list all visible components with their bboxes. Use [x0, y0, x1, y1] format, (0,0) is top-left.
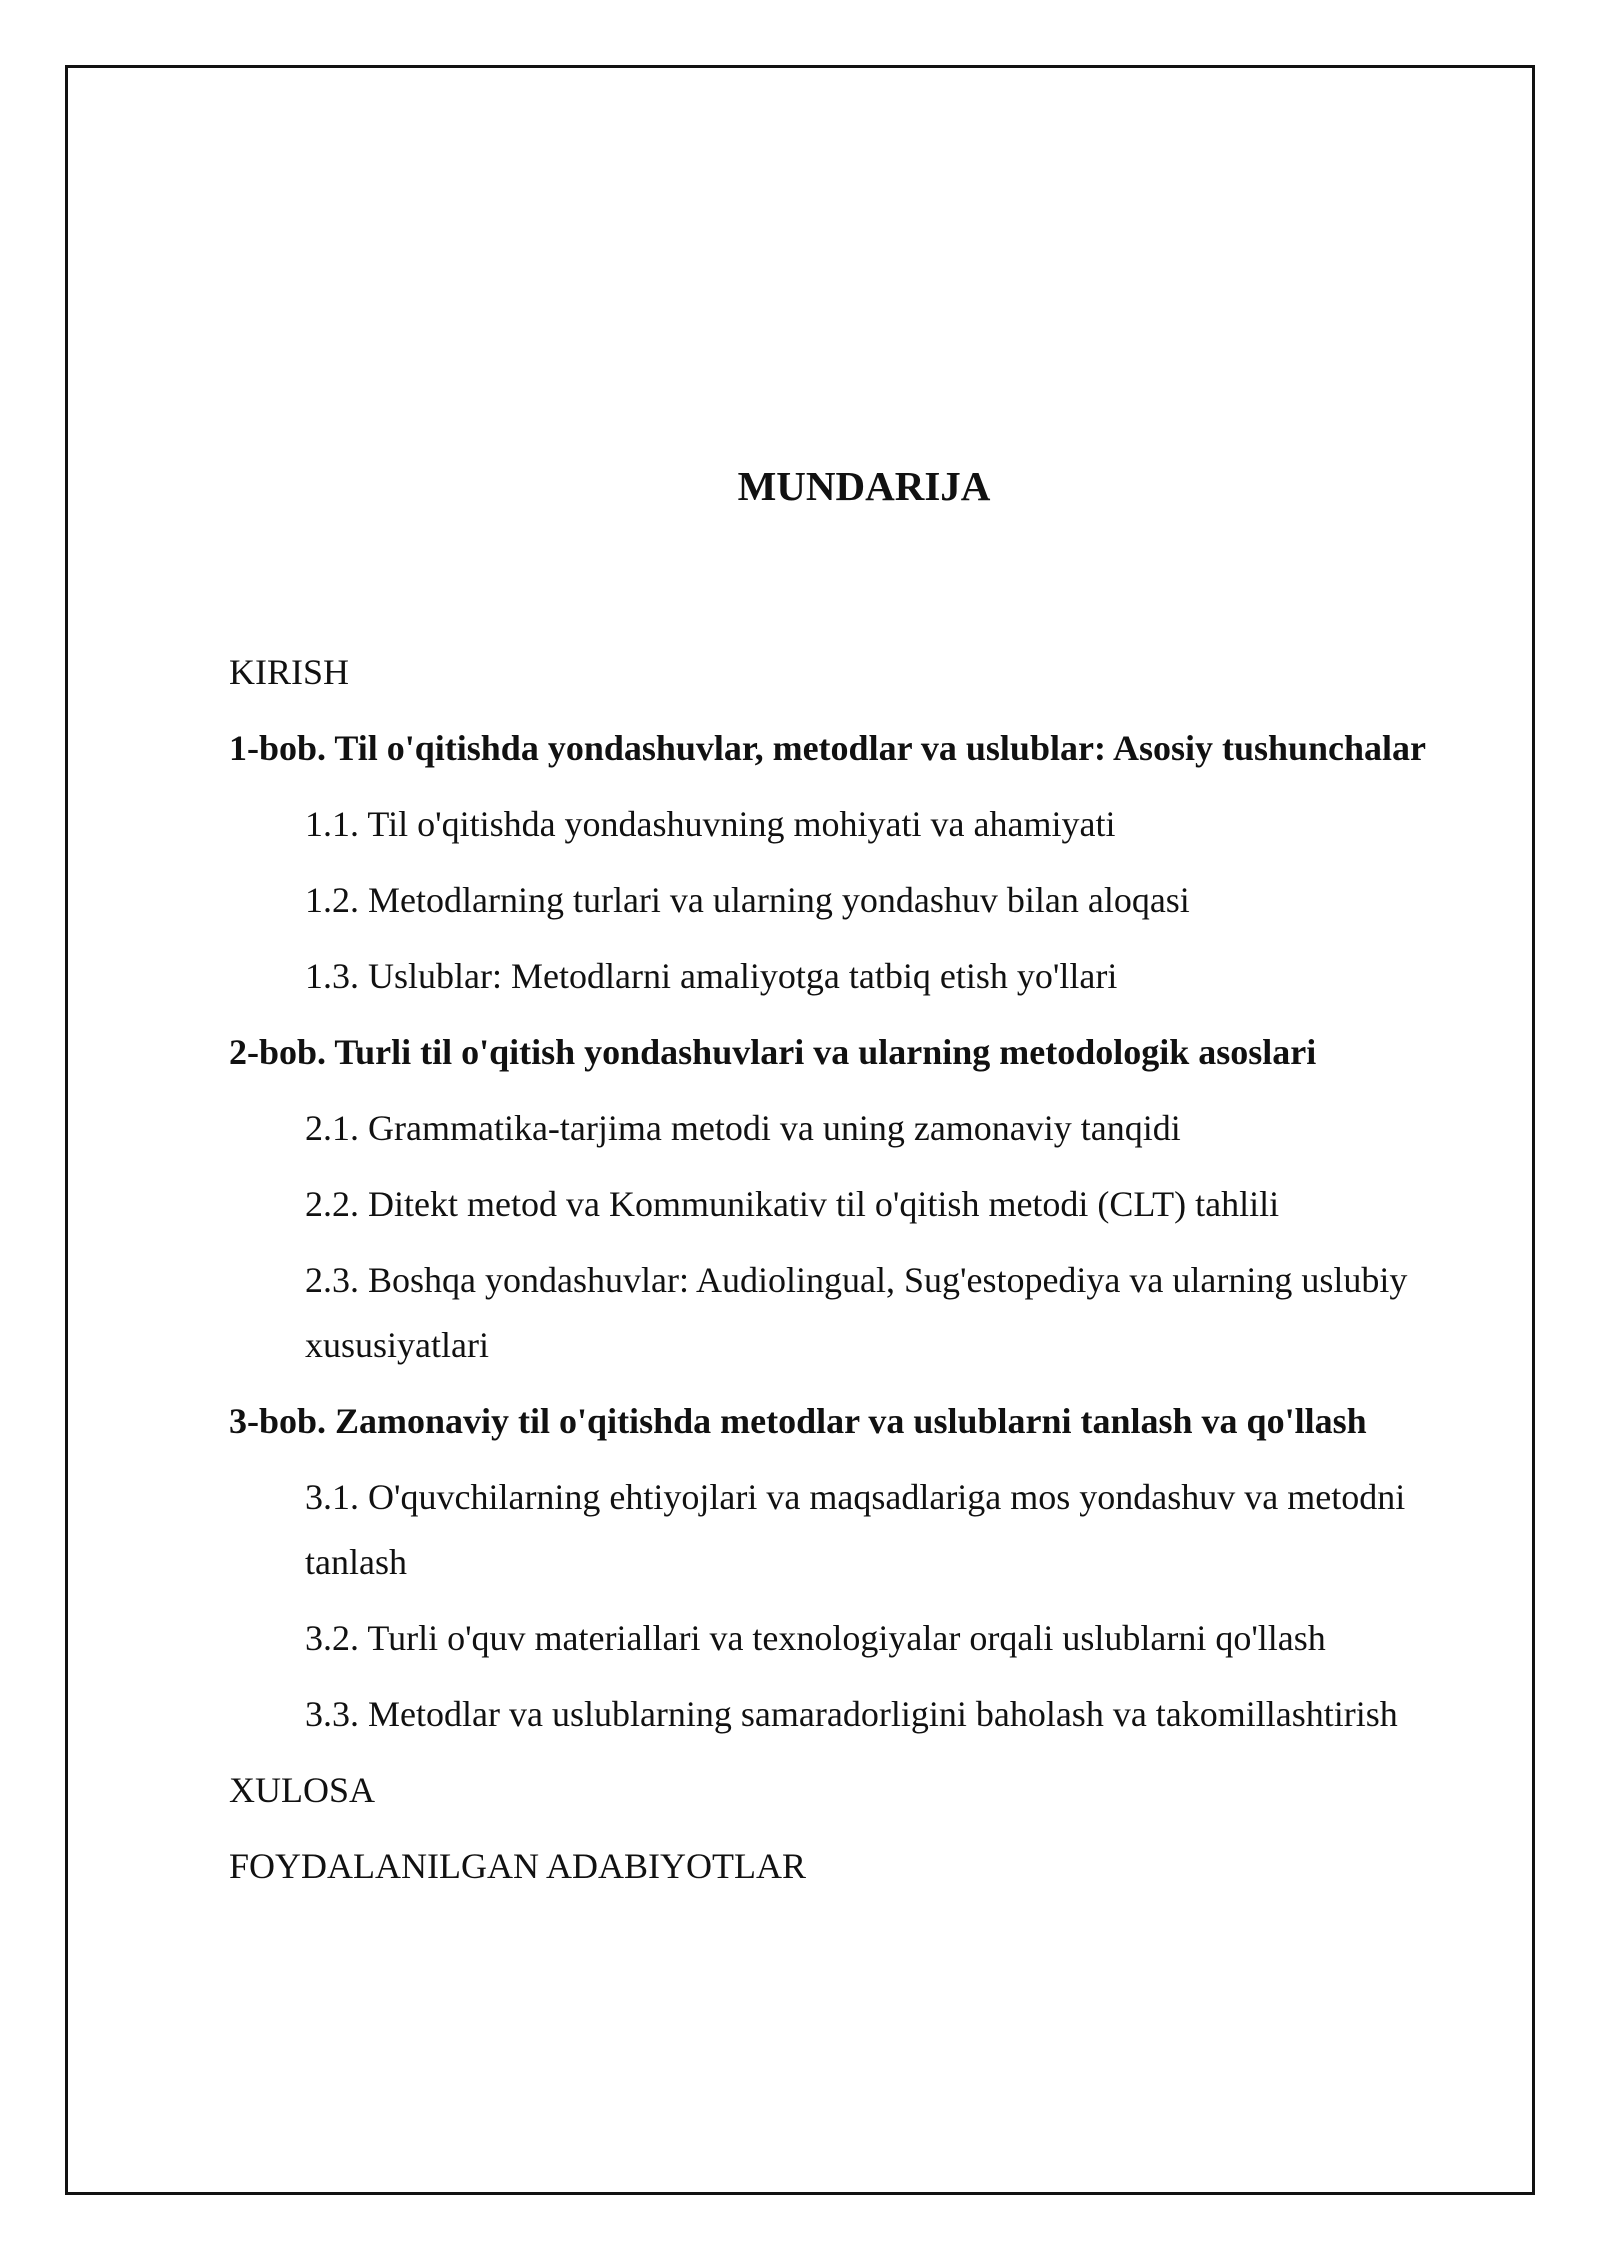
- toc-chapter-1: 1-bob. Til o'qitishda yondashuvlar, metodlar va uslublar: Asosiy tushunchalar: [229, 728, 1427, 768]
- toc-item-3-2: 3.2. Turli o'quv materiallari va texnologiyalar orqali uslublarni qo'llash: [305, 1618, 1326, 1658]
- toc-item-2-1: 2.1. Grammatika-tarjima metodi va uning zamonaviy tanqidi: [305, 1108, 1181, 1148]
- toc-item-2-3: 2.3. Boshqa yondashuvlar: Audiolingual, Sug'estopediya va ularning uslubiy xususiyatlari: [305, 1260, 1408, 1365]
- toc-item-2-2: 2.2. Ditekt metod va Kommunikativ til o'qitish metodi (CLT) tahlili: [305, 1184, 1280, 1224]
- toc-item-1-3: 1.3. Uslublar: Metodlarni amaliyotga tatbiq etish yo'llari: [305, 956, 1118, 996]
- toc-item-1-2: 1.2. Metodlarning turlari va ularning yondashuv bilan aloqasi: [305, 880, 1190, 920]
- toc-chapter-2: 2-bob. Turli til o'qitish yondashuvlari va ularning metodologik asoslari: [229, 1032, 1317, 1072]
- toc-item-xulosa: XULOSA: [229, 1770, 376, 1810]
- toc-item-1-1: 1.1. Til o'qitishda yondashuvning mohiyati va ahamiyati: [305, 804, 1116, 844]
- toc-item-3-1: 3.1. O'quvchilarning ehtiyojlari va maqsadlariga mos yondashuv va metodni tanlash: [305, 1477, 1406, 1582]
- toc-item-3-3: 3.3. Metodlar va uslublarning samaradorligini baholash va takomillashtirish: [305, 1694, 1398, 1734]
- toc-item-adabiyotlar: FOYDALANILGAN ADABIYOTLAR: [229, 1846, 806, 1886]
- toc-chapter-3: 3-bob. Zamonaviy til o'qitishda metodlar va uslublarni tanlash va qo'llash: [229, 1401, 1367, 1441]
- page-title: MUNDARIJA: [737, 463, 991, 509]
- table-of-contents: [229, 640, 1479, 1910]
- toc-item-kirish: KIRISH: [229, 652, 350, 692]
